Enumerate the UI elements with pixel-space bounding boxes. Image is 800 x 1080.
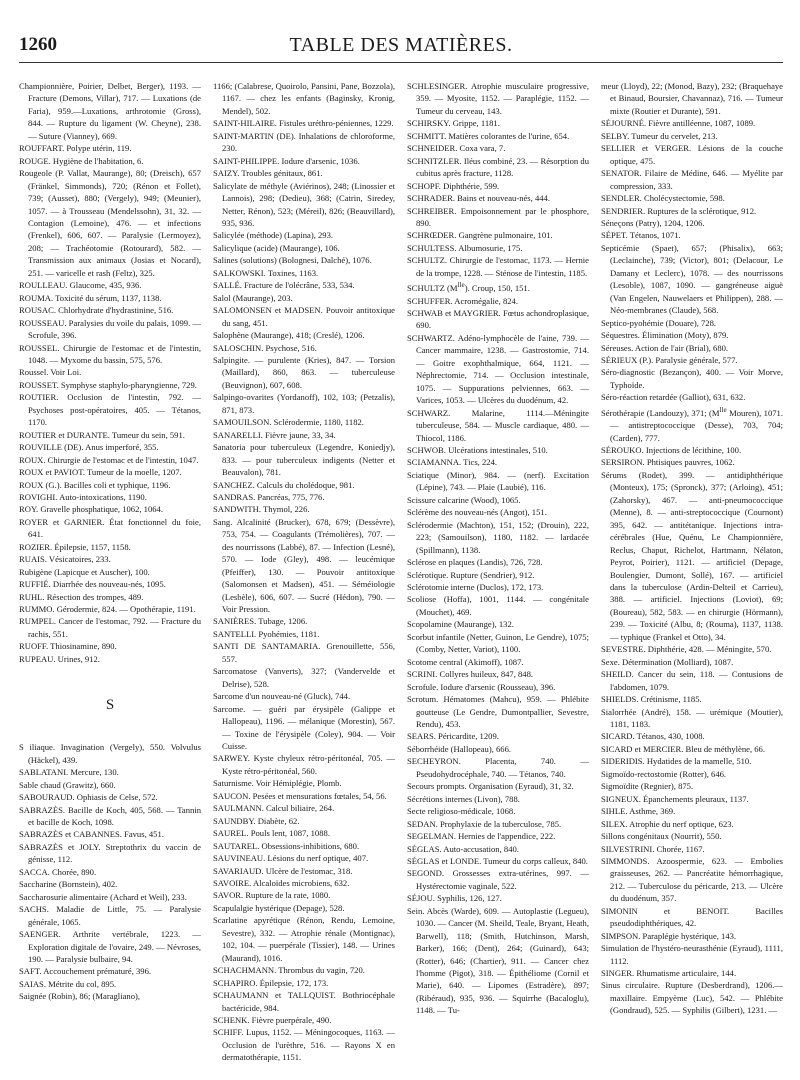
index-entry: SCHNITZLER. Iléus combiné, 23. — Résorption du cubitus après fracture, 1128. bbox=[407, 155, 589, 179]
index-entry: RUHL. Résection des trompes, 489. bbox=[19, 591, 144, 602]
index-entry: SIGNEUX. Épanchements pleuraux, 1137. bbox=[601, 793, 749, 804]
index-entry: Séro-réaction retardée (Galliot), 631, 632. bbox=[601, 392, 746, 403]
index-entry: SCHRŒDER. Gangrène pulmonaire, 101. bbox=[407, 230, 553, 241]
index-entry: SCRINI. Collyres huileux, 847, 848. bbox=[407, 669, 534, 680]
section-letter-heading: S bbox=[105, 697, 115, 714]
index-entry: SALKOWSKI. Toxines, 1163. bbox=[213, 267, 319, 278]
index-entry: SILVESTRINI. Chorée, 1167. bbox=[601, 843, 705, 854]
index-entry: SAINT-MARTIN (DE). Inhalations de chloroforme, 230. bbox=[213, 130, 395, 154]
index-entry: SANDWITH. Thymol, 226. bbox=[213, 504, 310, 515]
index-entry: meur (Lloyd), 22; (Monod, Bazy), 232; (Braquehaye et Binaud, Boursier, Chavannaz), 716. — Tumeur mixte (Routier et Durante), 591. bbox=[601, 81, 783, 116]
index-entry: Sexe. Détermination (Molliard), 1087. bbox=[601, 656, 734, 667]
index-entry: SÉROUKO. Injections de lécithine, 100. bbox=[601, 445, 742, 455]
column-2 bbox=[213, 80, 395, 1080]
index-entry: Roussel. Voir Loi. bbox=[19, 367, 82, 378]
page-title: TABLE DES MATIÈRES. bbox=[289, 34, 513, 56]
index-entry: SALLÉ. Fracture de l'olécrâne, 533, 534. bbox=[213, 280, 355, 291]
index-entry: Sarcome. — guéri par érysipèle (Galippe et Hallopeau), 1196. — mélanique (Morestin), 567. — Toxine de l'érysipèle (Coley), 904. — Voir Cuisse. bbox=[213, 703, 395, 752]
index-entry: SÉPET. Tétanos, 1071. bbox=[601, 230, 681, 241]
index-entry: Scrofule. Iodure d'arsenic (Rousseau), 396. bbox=[407, 681, 556, 692]
index-entry: Sillons congénitaux (Nourrit), 550. bbox=[601, 831, 722, 842]
index-entry: ROUGE. Hygiène de l'habitation, 6. bbox=[19, 155, 144, 166]
index-entry: Scissure calcarine (Wood), 1065. bbox=[407, 494, 521, 505]
index-entry: Sclérose en plaques (Landis), 726, 728. bbox=[407, 557, 543, 568]
index-entry: RUOFF. Thiosinamine, 890. bbox=[19, 641, 117, 652]
index-entry: SCIAMANNA. Tics, 224. bbox=[407, 457, 498, 468]
index-entry: SAVOIRE. Alcaloïdes microbiens, 632. bbox=[213, 878, 350, 888]
index-entry: SÉGLAS. Auto-accusation, 840. bbox=[407, 843, 519, 854]
index-entry: SAVOR. Rupture de la rate, 1080. bbox=[213, 890, 331, 901]
index-entry: SIHLE. Asthme, 369. bbox=[601, 806, 676, 817]
index-entry: Saccharosurie alimentaire (Achard et Weil), 233. bbox=[19, 891, 187, 902]
index-entry: ROUX. Chirurgie de l'estomac et de l'intestin, 1047. bbox=[19, 454, 199, 465]
index-entry: SECHEYRON. Placenta, 740. — Pseudohydrocéphale, 740. — Tétanos, 740. bbox=[407, 756, 589, 779]
index-entry: SELLIER et VERGER. Lésions de la couche optique, 475. bbox=[601, 143, 783, 166]
index-entry: SHIELDS. Crétinisme, 1185. bbox=[601, 694, 702, 705]
index-entry: RUFFIÉ. Diarrhée des nouveau-nés, 1095. bbox=[19, 579, 166, 590]
index-entry: SACCA. Chorée, 890. bbox=[19, 866, 97, 877]
index-entry: SEARS. Péricardite, 1209. bbox=[407, 731, 499, 742]
index-entry: SEGOND. Grossesses extra-utérines, 997. — Hystérectomie vaginale, 522. bbox=[407, 868, 589, 891]
index-entry: Salines (solutions) (Bolognesi, Dalché), 1076. bbox=[213, 255, 372, 266]
index-entry: SAULMANN. Calcul biliaire, 264. bbox=[213, 803, 335, 814]
index-entry: SCHULTZ. Chirurgie de l'estomac, 1173. — Hernie de la trompe, 1228. — Sténose de l'intestin, 1185. bbox=[407, 255, 589, 278]
index-entry: SHEILD. Cancer du sein, 118. — Contusions de l'abdomen, 1079. bbox=[601, 669, 783, 692]
index-entry: Saccharine (Bornstein), 402. bbox=[19, 879, 118, 890]
index-entry: Séreuses. Action de l'air (Brial), 680. bbox=[601, 342, 729, 353]
index-entry: ROUSSEAU. Paralysies du voile du palais, 1099. — Scrofule, 396. bbox=[19, 317, 201, 341]
index-entry: SIMPSON. Paraplégie hystérique, 143. bbox=[601, 930, 737, 941]
index-entry: SAENGER. Arthrite vertébrale, 1223. — Exploration digitale de l'ovaire, 249. — Névroses, 190. — Paralysie bulbaire, 94. bbox=[19, 929, 201, 964]
index-entry: Salpingo-ovarites (Yordanoff), 102, 103; (Petzalis), 871, 873. bbox=[213, 392, 395, 415]
index-entry: Saturnisme. Voir Hémiplégie, Plomb. bbox=[213, 778, 342, 789]
index-entry: SAUREL. Pouls lent, 1087, 1088. bbox=[213, 828, 330, 839]
index-entry: Sclérème des nouveau-nés (Angot), 151. bbox=[407, 507, 547, 518]
index-entry: SELBY. Tumeur du cervelet, 213. bbox=[601, 130, 718, 141]
index-entry: Sclérotomie interne (Duclos), 172, 173. bbox=[407, 581, 544, 592]
index-entry: SENDLER. Cholécystectomie, 598. bbox=[601, 193, 725, 204]
index-entry: Salpingite. — purulente (Kries), 847. — Torsion (Maillard), 860, 863. — tuberculeuse (Beuvignon), 607, 608. bbox=[213, 354, 395, 390]
index-entry: SACHS. Maladie de Little, 75. — Paralysie générale, 1065. bbox=[19, 904, 201, 927]
index-entry: SEDAN. Prophylaxie de la tuberculose, 785. bbox=[407, 818, 562, 829]
index-entry: Sigmoïdite (Regnier), 875. bbox=[601, 781, 694, 792]
index-entry: Salicylate de méthyle (Aviérinos), 248; (Linossier et Lannois), 298; (Dedieu), 368; (Catrin, Siredey, Netter, Rénon), 523; (Méreil), 826; (Beauvillard), 935, 936. bbox=[213, 180, 395, 228]
index-entry: ROUMA. Toxicité du sérum, 1137, 1138. bbox=[19, 292, 162, 303]
index-entry: Salophène (Maurange), 418; (Creslé), 1206. bbox=[213, 330, 365, 341]
index-entry: SCHAUMANN et TALLQUIST. Bothriocéphale bactéricide, 984. bbox=[213, 990, 395, 1013]
index-entry: SABLATANI. Mercure, 130. bbox=[19, 767, 119, 778]
index-entry: SANIÈRES. Tubage, 1206. bbox=[213, 616, 308, 627]
index-entry: SEGELMAN. Hernies de l'appendice, 222. bbox=[407, 831, 556, 842]
index-entry: S iliaque. Invagination (Vergely), 550. Volvulus (Häckel), 439. bbox=[19, 742, 201, 765]
index-entry: SANCHEZ. Calculs du cholédoque, 981. bbox=[213, 479, 355, 490]
index-entry: SABRAZÈS. Bacille de Koch, 405, 568. — Tannin et bacille de Koch, 1098. bbox=[19, 804, 201, 828]
index-entry: SCHULTZ $(M^{lle})$. Croup, 150, 151. bbox=[407, 281, 530, 294]
index-entry: SAVARIAUD. Ulcère de l'estomac, 318. bbox=[213, 865, 353, 876]
index-entry: SAINT-HILAIRE. Fistules uréthro-péniennes, 1229. bbox=[213, 118, 394, 129]
index-entry: SAUTAREL. Obsessions-inhibitions, 680. bbox=[213, 840, 360, 851]
index-entry: SANDRAS. Pancréas, 775, 776. bbox=[213, 491, 325, 502]
index-entry: SCHRADER. Bains et nouveau-nés, 444. bbox=[407, 193, 550, 204]
column-1 bbox=[19, 80, 201, 1080]
index-entry: Sécrétions internes (Livon), 788. bbox=[407, 793, 520, 804]
index-entry: Sang. Alcalinité (Brucker), 678, 679; (Dessèvre), 753, 754. — Coagulants (Trémolières), 707. — des nourrissons (Labbé), 87. — Infection (Lesné), 570. — Iode (Gley), 498. — leucémique (Pfeiffer), 130. — Pouvoir antitoxique (Salomonsen et Madsen), 451. — Séméiologie (Lesbèle), 606, 607. — Sucré (Hédon), 790. — Voir Pression. bbox=[213, 516, 395, 615]
index-entry: SEVESTRE. Diphthérie, 428. — Méningite, 570. bbox=[601, 644, 772, 655]
page-number: 1260 bbox=[19, 34, 57, 55]
index-entry: SCHLESINGER. Atrophie musculaire progressive, 359. — Myosite, 1152. — Paraplégie, 1152. — Tumeur du cerveau, 143. bbox=[407, 81, 589, 116]
index-entry: Scotome central (Akimoff), 1087. bbox=[407, 656, 524, 667]
index-entry: ROUVILLE (DE). Anus imperforé, 355. bbox=[19, 442, 159, 453]
index-entry: SIDERIDIS. Hydatides de la mamelle, 510. bbox=[601, 756, 752, 767]
index-entry: Scoliose (Hoffa), 1001, 1144. — congénitale (Mouchet), 469. bbox=[407, 594, 589, 617]
index-entry: ROYER et GARNIER. État fonctionnel du foie, 641. bbox=[19, 516, 201, 540]
index-entry: ROUFFART. Polype utérin, 119. bbox=[19, 143, 132, 154]
index-entry: Scrotum. Hématomes (Mahcu), 959. — Phlébite goutteuse (Le Gendre, Dumontpallier, Sevestre, Rendu), 453. bbox=[407, 694, 589, 729]
index-entry: SCHAPIRO. Épilepsie, 172, 173. bbox=[213, 977, 329, 988]
index-entry: SCHWARTZ. Adéno-lymphocèle de l'aine, 739. — Cancer mammaire, 1238. — Gastrostomie, 714. — Goitre exophthalmique, 664, 1121. — Néphrectomie, 714. — Occlusion intestinale, 1075. — Suppurations pelviennes, 663. — Varices, 1053. — Ulcères du duodénum, 42. bbox=[407, 332, 589, 406]
index-entry: RUMPEL. Cancer de l'estomac, 792. — Fracture du rachis, 551. bbox=[19, 616, 201, 639]
index-entry: Sclérodermie (Machton), 151, 152; (Drouin), 222, 223; (Samouilson), 1180, 1182. — lardacée (Spillmann), 1138. bbox=[407, 519, 589, 555]
index-entry: SICARD. Tétanos, 430, 1008. bbox=[601, 731, 705, 742]
column-3 bbox=[407, 80, 589, 1080]
index-entry: SERSIRON. Phtisiques pauvres, 1062. bbox=[601, 457, 735, 468]
index-entry: SINGER. Rhumatisme articulaire, 144. bbox=[601, 968, 737, 979]
index-entry: Séquestres. Élimination (Moty), 879. bbox=[601, 330, 729, 341]
index-entry: Secours prompts. Organisation (Eyraud), 31, 32. bbox=[407, 781, 574, 792]
index-entry: SCHREIBER. Empoisonnement par le phosphore, 890. bbox=[407, 205, 589, 228]
index-entry: ROZIER. Épilepsie, 1157, 1158. bbox=[19, 541, 131, 552]
index-entry: Sein. Abcès (Warde), 609. — Autoplastie (Legueu), 1030. — Cancer (M. Sheild, Teale, Bryant, Heath, Barwell), 118; (Smith, Hutchinson, Marsh, Barker), 166; (Dent), 264; (Guinard), 643; (Rotter), 646; (Chartier), 911. — Cancer chez l'homme (Pigot), 318. — Épithéliome (Cornil et Marie), 640. — Lipomes (Estradère), 897; (Ribéraud), 935, 936. — Squirrhe (Bacaloglu), 1148. — Tu- bbox=[407, 905, 589, 1016]
index-entry: SAINT-PHILIPPE. Iodure d'arsenic, 1036. bbox=[213, 155, 360, 166]
index-entry: RUAIS. Vésicatoires, 233. bbox=[19, 554, 111, 565]
index-entry: SCHWAB et MAYGRIER. Fœtus achondroplasique, 690. bbox=[407, 308, 589, 331]
index-entry: 1166; (Calabrese, Quoirolo, Pansini, Pane, Bozzola), 1167. — chez les enfants (Baginsky, Kronig, Mendel), 502. bbox=[213, 81, 395, 116]
index-entry: ROUSAC. Chlorhydrate d'hydrastinine, 516. bbox=[19, 305, 174, 316]
index-entry: SÉJOURNÉ. Fièvre antilléenne, 1087, 1089. bbox=[601, 118, 756, 129]
index-entry: SAIAS. Métrite du col, 895. bbox=[19, 978, 117, 989]
index-entry: Sialorrhée (André), 158. — urémique (Moutier), 1181, 1183. bbox=[601, 706, 783, 729]
index-entry: Sciatique (Minor), 984. — (nerf). Excitation (Lépine), 743. — Plaie (Laubié), 116. bbox=[407, 469, 589, 493]
index-entry: SABRAZÈS et CABANNES. Favus, 451. bbox=[19, 829, 164, 840]
index-entry: RUPEAU. Urines, 912. bbox=[19, 653, 100, 664]
index-entry: SCHULTESS. Albumosurie, 175. bbox=[407, 242, 523, 253]
index-entry: SICARD et MERCIER. Bleu de méthylène, 66. bbox=[601, 743, 765, 754]
index-entry: SABOURAUD. Ophiasis de Celse, 572. bbox=[19, 792, 158, 803]
index-entry: Salol (Maurange), 203. bbox=[213, 292, 293, 303]
index-entry: SABRAZÈS et JOLY. Streptothrix du vaccin de génisse, 112. bbox=[19, 841, 201, 865]
index-entry: ROUTIER. Occlusion de l'intestin, 792. — Psychoses post-opératoires, 405. — Tétanos, 1170. bbox=[19, 392, 201, 428]
index-entry: SANTI DE SANTAMARIA. Grenouillette, 556, 557. bbox=[213, 641, 395, 664]
index-entry: SCHNEIDER. Coxa vara, 7. bbox=[407, 143, 506, 154]
index-entry: ROY. Gravelle phosphatique, 1062, 1064. bbox=[19, 504, 164, 515]
index-entry: SCHIFF. Lupus, 1152. — Méningocoques, 1163. — Occlusion de l'urèthre, 516. — Rayons X en dermatothérapie, 1151. bbox=[213, 1027, 395, 1063]
index-entry: SÉRIEUX (P.). Paralysie générale, 577. bbox=[601, 354, 738, 365]
index-entry: SCHWARZ. Malarine, 1114.—Méningite tuberculeuse, 584. — Muscle cardiaque, 480. — Thiocol, 1186. bbox=[407, 407, 589, 443]
index-entry: SAUCON. Pesées et mensurations fœtales, 54, 56. bbox=[213, 790, 387, 801]
index-entry: ROUSSEL. Chirurgie de l'estomac et de l'intestin, 1048. — Myxome du bassin, 575, 576. bbox=[19, 342, 201, 365]
index-entry: SANARELLI. Fièvre jaune, 33, 34. bbox=[213, 429, 336, 440]
index-entry: SÉGLAS et LONDE. Tumeur du corps calleux, 840. bbox=[407, 855, 588, 866]
index-entry: Septicémie (Spaet), 657; (Phisalix), 663; (Leclainche), 739; (Victor), 801; (Delacour, Le Damany et Leclerc), 1078. — des nourrissons (Lesoble), 1087, 1090. — gangréneuse aiguë (Van Engelen, Nauwelaers et Philippen), 288. — Néo-membranes (Claude), 568. bbox=[601, 242, 783, 316]
index-entry: Sérothérapie (Landouzy), 371; ($M^{lle}$ Mouren), 1071. — antistreptococcique (Desse), 703, 704; (Carden), 777. bbox=[601, 405, 783, 443]
index-entry: Secte religioso-médicale, 1068. bbox=[407, 806, 516, 817]
page-header bbox=[19, 0, 783, 60]
index-entry: SARWEY. Kyste chyleux rétro-péritonéal, 705. — Kyste rétro-péritonéal, 560. bbox=[213, 753, 395, 776]
index-entry: SAFT. Accouchement prématuré, 396. bbox=[19, 966, 152, 977]
index-entry: Sigmoïdo-rectostomie (Rotter), 646. bbox=[601, 768, 727, 779]
index-entry: Scarlatine apyrétique (Rénon, Rendu, Lemoine, Sevestre), 332. — Atrophie rénale (Montignac), 102, 104. — puerpérale (Tissier), 148. — Urines (Maurand), 1016. bbox=[213, 915, 395, 963]
index-entry: Scapulalgie hystérique (Depage), 528. bbox=[213, 902, 345, 913]
index-entry: SALOMONSEN et MADSEN. Pouvoir antitoxique du sang, 451. bbox=[213, 305, 395, 328]
index-entry: Sinus circulaire. Rupture (Desberdrand), 1206.—maxillaire. Empyème (Luc), 542. — Phlébite (Gondraud), 525. — Syphilis (Gilbert), 1231. — bbox=[601, 980, 783, 1016]
index-entry: Scorbut infantile (Netter, Guinon, Le Gendre), 1075; (Comby, Netter, Variot), 1100. bbox=[407, 631, 589, 655]
index-entry: SIMONIN et BENOIT. Bacilles pseudodiphthériques, 42. bbox=[601, 905, 783, 929]
index-entry: Septico-pyohémie (Douare), 728. bbox=[601, 317, 717, 328]
index-entry: SCHENK. Fièvre puerpérale, 490. bbox=[213, 1014, 332, 1025]
index-entry: SIMMONDS. Azoospermie, 623. — Embolies graisseuses, 262. — Pancréatite hémorrhagique, 212. — Tuberculose du péricarde, 213. — Ulcère du duodénum, 357. bbox=[601, 855, 783, 904]
index-entry: SILEX. Atrophie du nerf optique, 623. bbox=[601, 818, 734, 829]
index-entry: ROULLEAU. Glaucome, 435, 936. bbox=[19, 280, 142, 291]
index-entry: Sclérotique. Rupture (Sendrier), 912. bbox=[407, 569, 535, 580]
index-entry: Sable chaud (Grawitz), 660. bbox=[19, 779, 116, 790]
index-entry: ROVIGHI. Auto-intoxications, 1190. bbox=[19, 491, 147, 502]
index-entry: Sarcome d'un nouveau-né (Gluck), 744. bbox=[213, 691, 351, 702]
index-entry: Séro-diagnostic (Bezançon), 400. — Voir Morve, Typhoïde. bbox=[601, 367, 783, 390]
index-entry: SAUVINEAU. Lésions du nerf optique, 407. bbox=[213, 853, 369, 864]
index-entry: Sarcomatose (Vanverts), 327; (Vandervelde et Delrise), 528. bbox=[213, 666, 395, 689]
index-entry: ROUX (G.). Bacilles coli et typhique, 1196. bbox=[19, 479, 171, 490]
index-entry: Séborrhéide (Hallopeau), 666. bbox=[407, 743, 512, 754]
index-entry: SCHACHMANN. Thrombus du vagin, 720. bbox=[213, 965, 365, 976]
index-entry: Séneçons (Patry), 1204, 1206. bbox=[601, 217, 705, 228]
index-entry: Scopolamine (Maurange), 132. bbox=[407, 619, 514, 630]
index-entry: SCHOPF. Diphthérie, 599. bbox=[407, 180, 500, 191]
index-entry: SENATOR. Filaire de Médine, 646. — Myélite par compression, 333. bbox=[601, 168, 783, 191]
index-entry: Championnière, Poirier, Delbet, Berger), 1193. — Fracture (Demons, Villar), 717. — Luxations (de Faria), 959.—Luxations, arthrotomie (Gross), 844. — Rupture du ligament (W. Cheyne), 238. — Suture (Vianney), 669. bbox=[19, 81, 201, 141]
column-4 bbox=[601, 80, 783, 1080]
index-entry: SANTELLI. Pyohémies, 1181. bbox=[213, 628, 320, 639]
index-entry: SALOSCHIN. Psychose, 516. bbox=[213, 342, 317, 353]
index-entry: Saignée (Robin), 86; (Maragliano), bbox=[19, 991, 140, 1002]
index-entry: SCHWOB. Ulcérations intestinales, 510. bbox=[407, 445, 548, 455]
index-entry: Simulation de l'hystéro-neurasthénie (Eyraud), 1111, 1112. bbox=[601, 943, 783, 966]
index-entry: ROUX et PAVIOT. Tumeur de la moelle, 1207. bbox=[19, 467, 182, 478]
index-entry: RUMMO. Gérodermie, 824. — Opothérapie, 1191. bbox=[19, 604, 196, 615]
index-entry: SAIZY. Troubles génitaux, 861. bbox=[213, 168, 323, 179]
index-entry: Salicylée (méthode) (Lapina), 293. bbox=[213, 230, 334, 241]
index-entry: ROUSSET. Symphyse staphylo-pharyngienne, 729. bbox=[19, 379, 197, 390]
index-entry: Salicylique (acide) (Maurange), 106. bbox=[213, 242, 340, 253]
index-entry: Rougeole (P. Vallat, Maurange), 80; (Dreisch), 657 (Fränkel, Simmonds), 720; (Rénon et Follet), 739; (Ausset), 880; (Vergely), 949; (Meunier), 1057. — à Trousseau (Mendelssohn), 31, 32. — Contagion (Lemoine), 476. — et infections (Frenkel), 606, 607. — Paralysie (Lermoyez), 208; — Trachéotomie (Rotourard), 582. — Transmission aux animaux (Josias et Nocard), 251. — varicelle et rash (Feltz), 325. bbox=[19, 168, 201, 278]
index-columns bbox=[19, 80, 783, 1080]
index-entry: SCHIRSKY. Grippe, 1181. bbox=[407, 118, 500, 129]
index-entry: SCHMITT. Matières colorantes de l'urine, 654. bbox=[407, 130, 570, 141]
index-entry: SAUNDBY. Diabète, 62. bbox=[213, 815, 300, 826]
index-entry: SÉJOU. Syphilis, 126, 127. bbox=[407, 893, 502, 904]
header-rule bbox=[19, 62, 783, 63]
index-entry: SCHUFFER. Acromégalie, 824. bbox=[407, 295, 519, 306]
index-entry: SENDRIER. Ruptures de la sclérotique, 912. bbox=[601, 205, 757, 216]
index-entry: Sanatoria pour tuberculeux (Legendre, Koniedjy), 833. — pour tuberculeux indigents (Netter et Beauvalon), 781. bbox=[213, 442, 395, 478]
index-entry: Sérums (Rodet), 399. — antidiphthérique (Monteux), 175; (Spronck), 377; (Arloing), 451; (Zahorsky), 467. — anti-pneumococcique (Menne), 8. — anti-streptococcique (Cournont) 395, 642. — antitétanique. Injections intra-cérébrales (Hue, Quénu, Le Championnière, Reclus, Chaput, Richelot, Hartmann, Nélaton, Peyrot, Poirier), 1121. — artificiel (Depage, Boulengier, Dumont, Sollé), 167. — artificiel dans la tuberculose (Ardin-Delteil et Carrieu), 388. — artificiel. Injections (Loviot), 69; (Boureau), 582, 583. — en chirurgie (Hörmann), 239. — Toxicité (Albu, 8; (Rouma), 1137, 1138. — typhique (Frankel et Otto), 34. bbox=[601, 469, 783, 642]
index-entry: Rubigène (Lapicque et Auscher), 100. bbox=[19, 566, 150, 577]
index-entry: ROUTIER et DURANTE. Tumeur du sein, 591. bbox=[19, 429, 185, 440]
index-entry: SAMOUILSON. Sclérodermie, 1180, 1182. bbox=[213, 417, 364, 428]
